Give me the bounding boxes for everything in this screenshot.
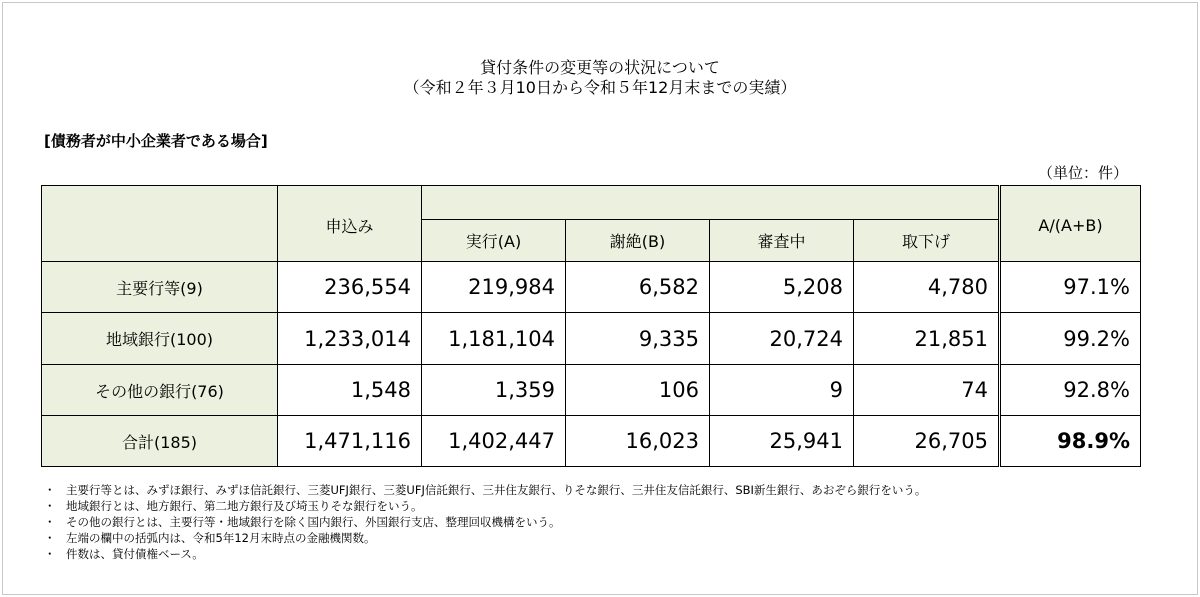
cell-applications: 1,233,014 — [278, 313, 422, 365]
footnote: ・ 地域銀行とは、地方銀行、第二地方銀行及び埼玉りそな銀行をいう。 — [44, 498, 926, 514]
cell-under-review: 5,208 — [710, 262, 854, 313]
cell-declined: 16,023 — [566, 416, 710, 467]
footnote: ・ 主要行等とは、みずほ銀行、みずほ信託銀行、三菱UFJ銀行、三菱UFJ信託銀行、三井住友銀行、りそな銀行、三井住友信託銀行、SBI新生銀行、あおぞら銀行をいう。 — [44, 482, 926, 498]
header-executed: 実行(A) — [422, 220, 566, 262]
table-row — [42, 262, 1141, 313]
cell-declined: 9,335 — [566, 313, 710, 365]
cell-withdrawn: 21,851 — [854, 313, 1000, 365]
footnote: ・ 左端の欄中の括弧内は、令和5年12月末時点の金融機関数。 — [44, 530, 926, 546]
row-label: 合計(185) — [42, 416, 278, 467]
header-declined: 謝絶(B) — [566, 220, 710, 262]
cell-ratio: 97.1% — [1000, 262, 1141, 313]
header-row-top — [42, 186, 1141, 220]
cell-executed: 219,984 — [422, 262, 566, 313]
footnote: ・ その他の銀行とは、主要行等・地域銀行を除く国内銀行、外国銀行支店、整理回収機構をいう。 — [44, 514, 926, 530]
row-label: 主要行等(9) — [42, 262, 278, 313]
cell-executed: 1,359 — [422, 365, 566, 416]
cell-ratio: 99.2% — [1000, 313, 1141, 365]
header-under-review: 審査中 — [710, 220, 854, 262]
row-label: 地域銀行(100) — [42, 313, 278, 365]
loan-modification-table — [41, 185, 1141, 467]
cell-executed: 1,181,104 — [422, 313, 566, 365]
cell-withdrawn: 74 — [854, 365, 1000, 416]
cell-under-review: 25,941 — [710, 416, 854, 467]
cell-ratio: 92.8% — [1000, 365, 1141, 416]
cell-applications: 236,554 — [278, 262, 422, 313]
header-breakdown-spacer — [422, 186, 1000, 220]
table-row-total — [42, 416, 1141, 467]
cell-withdrawn: 26,705 — [854, 416, 1000, 467]
section-heading: [債務者が中小企業者である場合] — [44, 132, 268, 150]
page-subtitle: （令和２年３月10日から令和５年12月末までの実績） — [403, 78, 797, 97]
table-row — [42, 365, 1141, 416]
footnotes — [44, 482, 926, 562]
row-label: その他の銀行(76) — [42, 365, 278, 416]
cell-under-review: 9 — [710, 365, 854, 416]
footnote: ・ 件数は、貸付債権ベース。 — [44, 546, 926, 562]
page-title: 貸付条件の変更等の状況について — [480, 58, 720, 77]
cell-declined: 106 — [566, 365, 710, 416]
header-corner — [42, 186, 278, 262]
cell-ratio: 98.9% — [1000, 416, 1141, 467]
header-ratio: A/(A+B) — [1000, 186, 1141, 262]
cell-executed: 1,402,447 — [422, 416, 566, 467]
cell-applications: 1,471,116 — [278, 416, 422, 467]
header-withdrawn: 取下げ — [854, 220, 1000, 262]
header-applications: 申込み — [278, 186, 422, 262]
table-row — [42, 313, 1141, 365]
cell-declined: 6,582 — [566, 262, 710, 313]
cell-under-review: 20,724 — [710, 313, 854, 365]
unit-label: （単位：件） — [1037, 164, 1128, 182]
cell-withdrawn: 4,780 — [854, 262, 1000, 313]
cell-applications: 1,548 — [278, 365, 422, 416]
